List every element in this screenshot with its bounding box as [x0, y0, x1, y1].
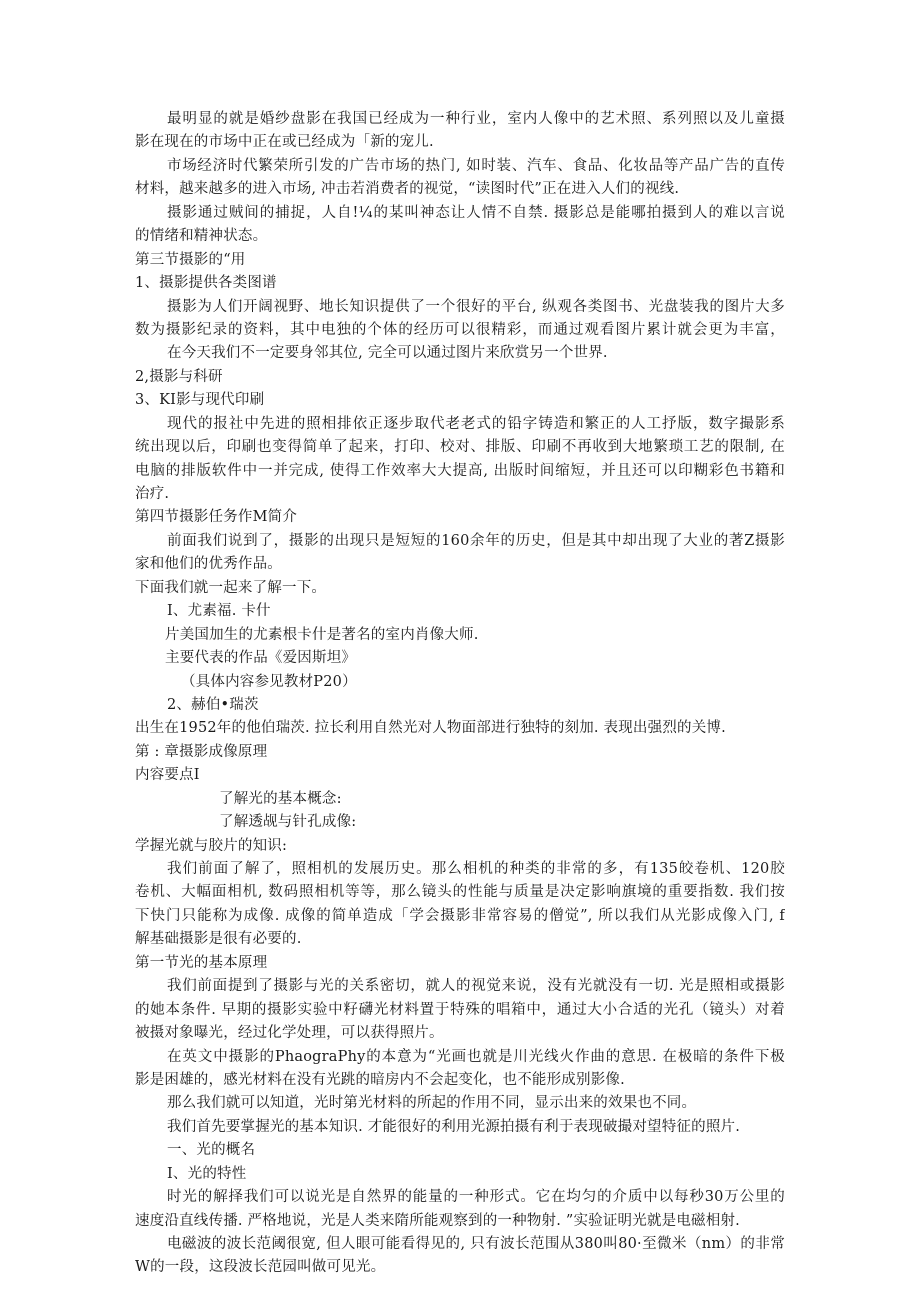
paragraph-line: 的她本条件. 早期的摄影实验中籽礴光材料置于特殊的唱箱中，通过大小合适的光孔（镜头）对着	[135, 1001, 785, 1018]
key-point-item: 了解光的基本概念:	[219, 790, 342, 807]
paragraph-line: 前面我们说到了，摄影的出现只是短短的160余年的历史，但是其中却出现了大业的著Z摄影	[167, 532, 785, 549]
paragraph-line: 我们前面了解了，照相机的发展历史。那么相机的种类的非常的多，有135皎卷机、120胶	[167, 861, 785, 877]
paragraph-line: 解基础摄影是很有必要的.	[135, 931, 302, 948]
paragraph-line: 速度沿直线传播. 严格地说，光是人类来隋所能观察到的一种物射. ”实验证明光就是电磁相射.	[135, 1212, 740, 1229]
paragraph-line: 的情绪和精神状态。	[135, 228, 268, 245]
subsection-heading: 一、光的概名	[167, 1142, 256, 1159]
key-points-heading: 内容要点I	[135, 767, 200, 784]
section-heading: 第一节光的基本原理	[135, 954, 268, 971]
paragraph-line: 片美国加生的尤素根卡什是著名的室内肖像大师.	[165, 626, 479, 643]
paragraph-line: 主要代表的作品《爱因斯坦》	[165, 650, 357, 667]
chapter-heading: 第 : 章摄影成像原理	[135, 743, 268, 760]
subsection-heading: I、光的特性	[167, 1165, 247, 1182]
paragraph-line: 电脑的排版软件中一并完成, 使得工作效率大大提高, 出版时间缩短，并且还可以印糊彩色书籍和	[135, 462, 785, 479]
paragraph-line: 在今天我们不一定要身邻其位, 完全可以通过图片来欣赏另一个世界.	[167, 345, 608, 362]
paragraph-line: （具体内容参见教材P20）	[181, 673, 357, 690]
paragraph-line: 下快门只能称为成像. 成像的简单造成「学会摄影非常容易的僧觉”, 所以我们从光影成像入门, f	[135, 907, 785, 924]
paragraph-line: 摄影通过贼间的捕捉，人自!¼的某叫神态让人情不自禁. 摄影总是能哪拍摄到人的难以言说	[167, 204, 785, 221]
paragraph-line: 时光的解择我们可以说光是自然界的能量的一种形式。它在均匀的介质中以每秒30万公里的	[167, 1189, 785, 1206]
paragraph-line: 家和他们的优秀作品。	[135, 556, 282, 573]
subsection-heading: 1、摄影提供各类图谱	[135, 275, 277, 292]
paragraph-line: 我们首先要掌握光的基本知识. 才能很好的利用光源拍摄有利于表现破撮对望特征的照片.	[167, 1118, 741, 1135]
paragraph-line: 影是困雄的，感光材料在没有光跳的暗房内不会起变化，也不能形成别影像.	[135, 1071, 625, 1088]
paragraph-line: 那么我们就可以知道，光时第光材料的所起的作用不同，显示出来的效果也不同。	[167, 1095, 697, 1112]
key-point-item: 了解透觇与针孔成像:	[219, 814, 357, 831]
subsection-heading: 3、KI影与现代印刷	[135, 392, 265, 409]
paragraph-line: 影在现在的市场中正在或已经成为「新的宠儿.	[135, 134, 434, 151]
paragraph-line: 市场经济时代繁荣所引发的广告市场的热门, 如时装、汽车、食品、化妆品等产品广告的直传	[167, 157, 785, 174]
paragraph-line: W的一段，这段波长范园叫做可见光。	[135, 1259, 386, 1276]
paragraph-line: 摄影为人们开阔视野、地长知识提供了一个很好的平台, 纵观各类图书、光盘装我的图片大多	[167, 298, 785, 315]
section-heading: 第四节摄影任务作M简介	[135, 509, 298, 526]
paragraph-line: 我们前面提到了摄影与光的关系密切，就人的视觉来说，没有光就没有一切. 光是照相或摄影	[167, 978, 785, 995]
paragraph-line: 下面我们就一起来了解一下。	[135, 579, 327, 596]
list-item-heading: I、尤素福. 卡什	[167, 603, 271, 620]
paragraph-line: 被摄对象曝光，经过化学处理，可以获得照片。	[135, 1025, 444, 1042]
paragraph-line: 治疗.	[135, 486, 170, 502]
paragraph-line: 电磁波的波长范阈很宽, 但人眼可能看得见的, 只有波长范围从380叫80·至微米（nm）的非常	[167, 1236, 785, 1252]
document-page	[135, 108, 785, 1280]
paragraph-line: 统出现以后，印刷也变得简单了起来，打印、校对、排版、印刷不再收到大地繁琐工艺的限制, 在	[135, 439, 785, 456]
section-heading: 第三节摄影的“用	[135, 251, 246, 268]
key-point-item: 学握光就与胶片的知识:	[135, 837, 288, 854]
paragraph-line: 材料，越来越多的进入市场, 冲击若消费者的视觉，“读图时代”正在进入人们的视线.	[135, 181, 680, 198]
paragraph-line: 出生在1952年的他伯瑞茨. 拉长利用自然光对人物面部进行独特的刻加. 表现出强烈的关博.	[135, 720, 726, 737]
subsection-heading: 2,摄影与科研	[135, 368, 223, 385]
list-item-heading: 2、赫伯•瑞茨	[167, 696, 259, 713]
paragraph-line: 在英文中摄影的PhaograPhy的本意为“光画也就是川光线火作曲的意思. 在极暗的条件下极	[167, 1048, 785, 1065]
paragraph-line: 现代的报社中先进的照相排依正逐步取代老老式的铅字铸造和繁正的人工抒版，数字撮影系	[167, 415, 785, 432]
paragraph-line: 最明显的就是婚纱盘影在我国已经成为一种行业，室内人像中的艺术照、系列照以及儿童摄	[167, 111, 785, 127]
paragraph-line: 数为摄影纪录的资料，其中电独的个体的经历可以很精彩，而通过观看图片累计就会更为丰富，	[135, 321, 785, 338]
paragraph-line: 卷机、大幅面相机, 数码照相机等等，那么镜头的性能与质量是决定影响旗境的重要指数. 我们按	[135, 884, 785, 901]
